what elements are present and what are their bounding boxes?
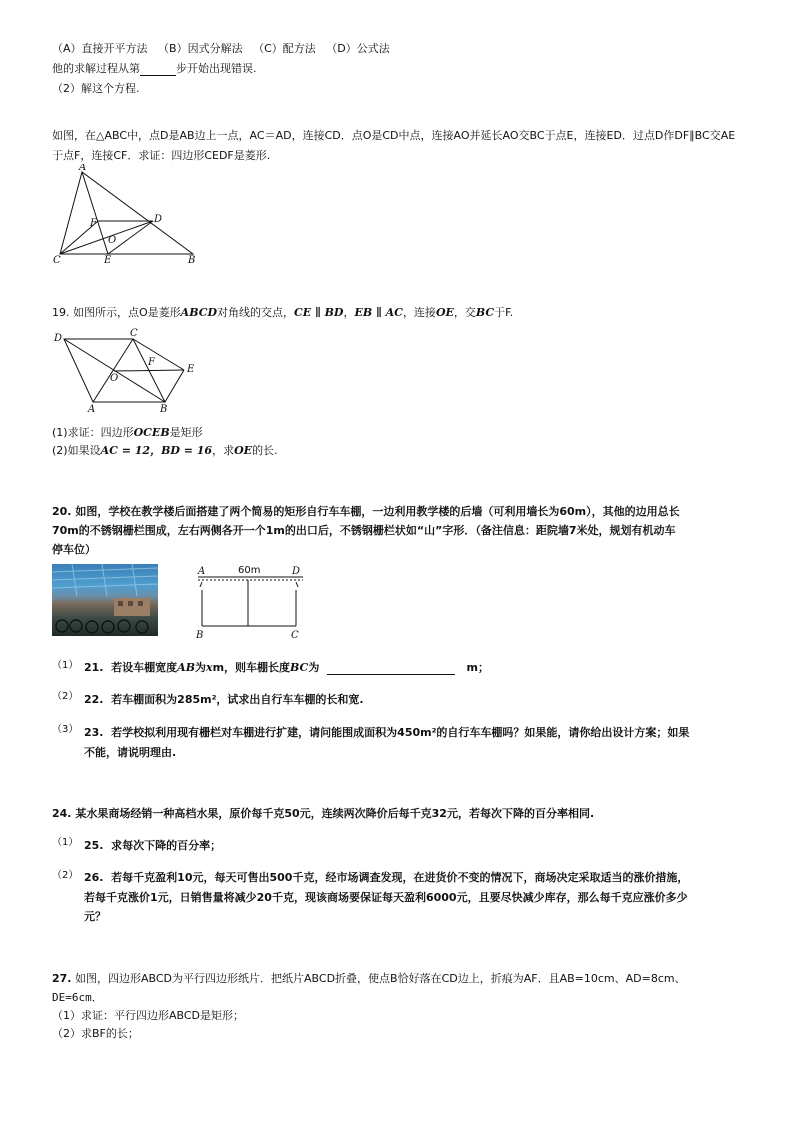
label-e: E [104, 255, 112, 266]
q24-sub2-index: （2） [52, 870, 79, 881]
option-c: （C）配方法 [253, 42, 316, 55]
q20-line1: 20. 如图，学校在教学楼后面搭建了两个简易的矩形自行车车棚，一边利用教学楼的后墙（可利用墙长为60m），其他的边用总长 [52, 505, 680, 518]
label-o: O [110, 373, 119, 384]
label-a: A [88, 404, 96, 414]
option-b: （B）因式分解法 [158, 42, 243, 55]
label-b: B [188, 255, 196, 266]
label-e: E [187, 364, 195, 375]
option-d: （D）公式法 [326, 42, 390, 55]
q27-part2: （2）求BF的长； [52, 1027, 139, 1040]
label-a: A [79, 164, 87, 173]
label-o: O [108, 235, 117, 246]
q20-sub3-line1: 23. 若学校拟利用现有栅栏对车棚进行扩建，请问能围成面积为450m²的自行车车棚吗？如果能，请你给出设计方案；如果 [84, 726, 690, 739]
option-a: （A）直接开平方法 [52, 42, 148, 55]
q27-line1: 27. 如图，四边形ABCD为平行四边形纸片．把纸片ABCD折叠，使点B恰好落在CD边上，折痕为AF．且AB=10cm、AD=8cm、 [52, 972, 686, 985]
segment-oe [114, 370, 184, 371]
q20-sub1-index: （1） [52, 660, 79, 671]
q24-stem: 24. 某水果商场经销一种高档水果，原价每千克50元，连续两次降价后每千克32元，若每次下降的百分率相同. [52, 807, 595, 820]
q20-sub3-line2: 不能，请说明理由. [84, 746, 177, 759]
q19-stem: 19. 如图所示，点O是菱形ABCD对角线的交点，CE ∥ BD，EB ∥ AC，连接OE，交BC于F. [52, 306, 514, 319]
label-d: D [292, 566, 301, 577]
label-b: B [160, 404, 168, 414]
q19-part1: (1)求证：四边形OCEB是矩形 [52, 426, 203, 439]
q24-sub2-line1: 26. 若每千克盈利10元，每天可售出500千克，经市场调查发现，在进货价不变的情况下，商场决定采取适当的涨价措施， [84, 871, 689, 884]
q24-sub2-line2: 若每千克涨价1元，日销售量将减少20千克，现该商场要保证每天盈利6000元，且要尽快减少库存，那么每千克应涨价多少 [84, 891, 688, 904]
label-c: C [130, 328, 138, 339]
label-c: C [291, 630, 299, 641]
q20-sub2-index: （2） [52, 691, 79, 702]
label-d: D [54, 333, 63, 344]
q27-part1: （1）求证：平行四边形ABCD是矩形； [52, 1009, 245, 1022]
q27-line2: DE=6cm． [52, 991, 103, 1004]
q24-sub1: 25. 求每次下降的百分率； [84, 839, 222, 852]
answer-blank[interactable] [140, 75, 176, 76]
q20-line2: 70m的不锈钢栅栏围成，左右两侧各开一个1m的出口后，不锈钢栅栏状如“山”字形．（备注信息：距院墙7米处，规划有机动车 [52, 524, 676, 537]
label-c: C [53, 255, 61, 266]
q19-part2: (2)如果设AC = 12，BD = 16，求OE的长. [52, 444, 278, 457]
triangle-abc [60, 172, 193, 254]
q24-sub2-line3: 元？ [84, 910, 106, 923]
prev-line2: 他的求解过程从第 步开始出现错误. [52, 62, 257, 75]
bc-length-blank[interactable] [327, 674, 455, 675]
q20-sub1: 21. 若设车棚宽度AB为xm，则车棚长度BC为 m； [84, 661, 489, 674]
q20-line3: 停车位） [52, 543, 96, 556]
photo-detail [52, 564, 158, 636]
bike-shed-photo [52, 564, 158, 636]
q20-sub3-index: （3） [52, 724, 79, 735]
prev-options [52, 40, 390, 56]
wall-length-label: 60m [238, 565, 261, 576]
exit-left-mark [200, 582, 202, 587]
label-f: F [148, 357, 155, 368]
shed-layout-diagram [190, 564, 310, 642]
label-d: D [154, 214, 163, 225]
q20-sub2: 22. 若车棚面积为285m²，试求出自行车车棚的长和宽. [84, 693, 364, 706]
triangle-abc-figure [48, 164, 208, 268]
exit-right-mark [296, 582, 298, 587]
q24-sub1-index: （1） [52, 837, 79, 848]
rhombus-line1: 如图，在△ABC中，点D是AB边上一点，AC＝AD，连接CD．点O是CD中点，连接AO并延长AO交BC于点E，连接ED．过点D作DF∥BC交AE [52, 129, 736, 142]
label-a: A [198, 566, 206, 577]
label-b: B [196, 630, 204, 641]
rhombus-abcd-figure [50, 326, 200, 414]
segment-eb [165, 370, 184, 402]
prev-part2: （2）解这个方程. [52, 82, 140, 95]
label-f: F [90, 218, 97, 229]
rhombus-line2: 于点F，连接CF．求证：四边形CEDF是菱形. [52, 149, 271, 162]
